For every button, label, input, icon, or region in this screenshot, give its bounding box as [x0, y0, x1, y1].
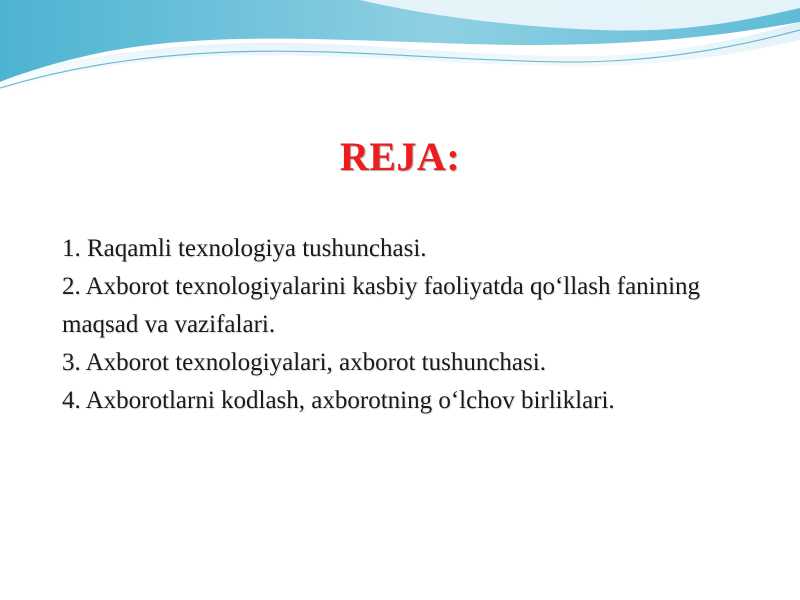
plan-list: [62, 230, 742, 420]
list-item: 2. Axborot texnologiyalarini kasbiy faoliyatda qo‘llash fanining maqsad va vazifalari.: [62, 273, 701, 338]
list-item: 4. Axborotlarni kodlash, axborotning o‘lchov birliklari.: [62, 387, 615, 414]
top-wave-banner: [0, 0, 800, 100]
list-item: 3. Axborot texnologiyalari, axborot tushunchasi.: [62, 349, 546, 376]
slide-title: REJA:: [339, 134, 461, 179]
list-item: 1. Raqamli texnologiya tushunchasi.: [62, 235, 427, 262]
